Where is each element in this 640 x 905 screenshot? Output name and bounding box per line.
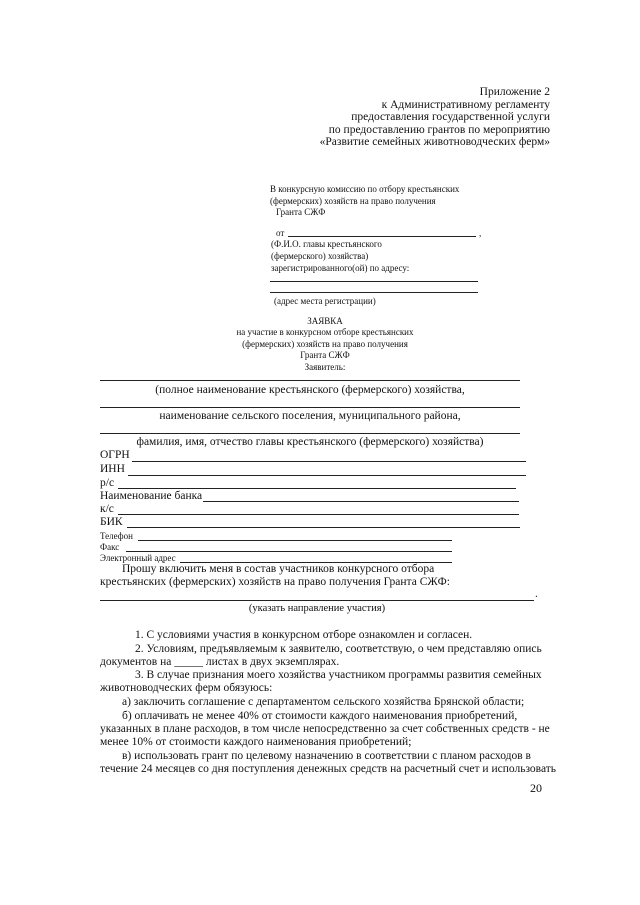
from-prefix: от: [276, 228, 285, 238]
full-name-caption: (полное наименование крестьянского (фермерского) хозяйства,: [155, 384, 465, 396]
appendix-line: Приложение 2: [479, 86, 550, 98]
direction-line[interactable]: [100, 600, 534, 601]
inn-label: ИНН: [100, 463, 125, 475]
addressee-line: (фермерских) хозяйств на право получения: [270, 196, 436, 206]
heading-line: Гранта СЖФ: [300, 350, 350, 360]
settlement-caption: наименование сельского поселения, муниципального района,: [159, 410, 461, 422]
full-name-line: [100, 380, 520, 381]
item-b-cont: указанных в плане расходов, в том числе непосредственно за счет собственных средств - не: [100, 723, 550, 735]
from-suffix: ,: [479, 228, 482, 238]
ogrn-label: ОГРН: [100, 449, 130, 461]
ogrn-field[interactable]: [132, 461, 526, 462]
applicant-line: (фермерского) хозяйства): [271, 251, 369, 261]
item-b: б) оплачивать не менее 40% от стоимости каждого наименования приобретений,: [122, 710, 518, 722]
account-field[interactable]: [118, 488, 516, 489]
request-line: крестьянских (фермерских) хозяйств на право получения Гранта СЖФ:: [100, 576, 450, 588]
corr-account-label: к/с: [100, 503, 114, 515]
heading-line: (фермерских) хозяйств на право получения: [242, 339, 408, 349]
paragraph-2: 2. Условиям, предъявляемым к заявителю, соответствую, о чем представляю опись: [135, 643, 542, 655]
direction-caption: (указать направление участия): [248, 603, 386, 614]
applicant-line: зарегистрированного(ой) по адресу:: [271, 263, 410, 273]
fax-label: Факс: [100, 542, 120, 552]
direction-end: .: [535, 588, 538, 600]
paragraph-3-cont: животноводческих ферм обязуюсь:: [100, 682, 273, 694]
bik-field[interactable]: [127, 527, 520, 528]
appendix-header: [320, 86, 550, 149]
fax-field[interactable]: [126, 551, 452, 552]
phone-label: Телефон: [100, 531, 133, 541]
bank-label: Наименование банка: [100, 490, 203, 502]
appendix-line: к Административному регламенту: [381, 98, 550, 111]
appendix-line: предоставления государственной услуги: [351, 111, 550, 123]
application-title: ЗАЯВКА: [307, 316, 343, 326]
paragraph-1: 1. С условиями участия в конкурсном отборе ознакомлен и согласен.: [135, 629, 473, 641]
phone-field[interactable]: [138, 540, 452, 541]
page-number: 20: [530, 781, 542, 795]
addressee-line: В конкурсную комиссию по отбору крестьянских: [270, 184, 460, 194]
address-caption: (адрес места регистрации): [274, 296, 376, 306]
from-line: [288, 236, 476, 237]
head-name-line: [100, 433, 520, 434]
item-a: а) заключить соглашение с департаментом сельского хозяйства Брянской области;: [122, 696, 525, 708]
addressee-line: Гранта СЖФ: [276, 207, 326, 217]
applicant-label: Заявитель:: [304, 362, 346, 372]
head-name-caption: фамилия, имя, отчество главы крестьянского (фермерского) хозяйства): [136, 436, 484, 448]
item-c-cont: течение 24 месяцев со дня поступления денежных средств на расчетный счет и использовать: [100, 763, 557, 775]
inn-field[interactable]: [128, 475, 526, 476]
corr-account-field[interactable]: [118, 514, 519, 515]
bik-label: БИК: [100, 516, 123, 528]
request-line: Прошу включить меня в состав участников конкурсного отбора: [122, 563, 435, 575]
item-c: в) использовать грант по целевому назначению в соответствии с планом расходов в: [122, 750, 531, 762]
applicant-line: (Ф.И.О. главы крестьянского: [271, 239, 382, 249]
email-label: Электронный адрес: [100, 553, 176, 563]
heading-line: на участие в конкурсном отборе крестьянских: [236, 327, 414, 337]
settlement-line: [100, 407, 520, 408]
address-line: [270, 281, 478, 282]
item-b-cont: менее 10% от стоимости каждого наименования приобретений;: [100, 736, 412, 748]
paragraph-2-cont: документов на _____ листах в двух экземплярах.: [100, 656, 340, 668]
appendix-line: по предоставлению грантов по мероприятию: [328, 123, 550, 136]
bank-field[interactable]: [203, 501, 519, 502]
account-label: р/с: [100, 477, 115, 489]
paragraph-3: 3. В случае признания моего хозяйства участником программы развития семейных: [135, 669, 542, 681]
appendix-line: «Развитие семейных животноводческих ферм»: [319, 136, 550, 148]
address-line: [270, 292, 478, 293]
